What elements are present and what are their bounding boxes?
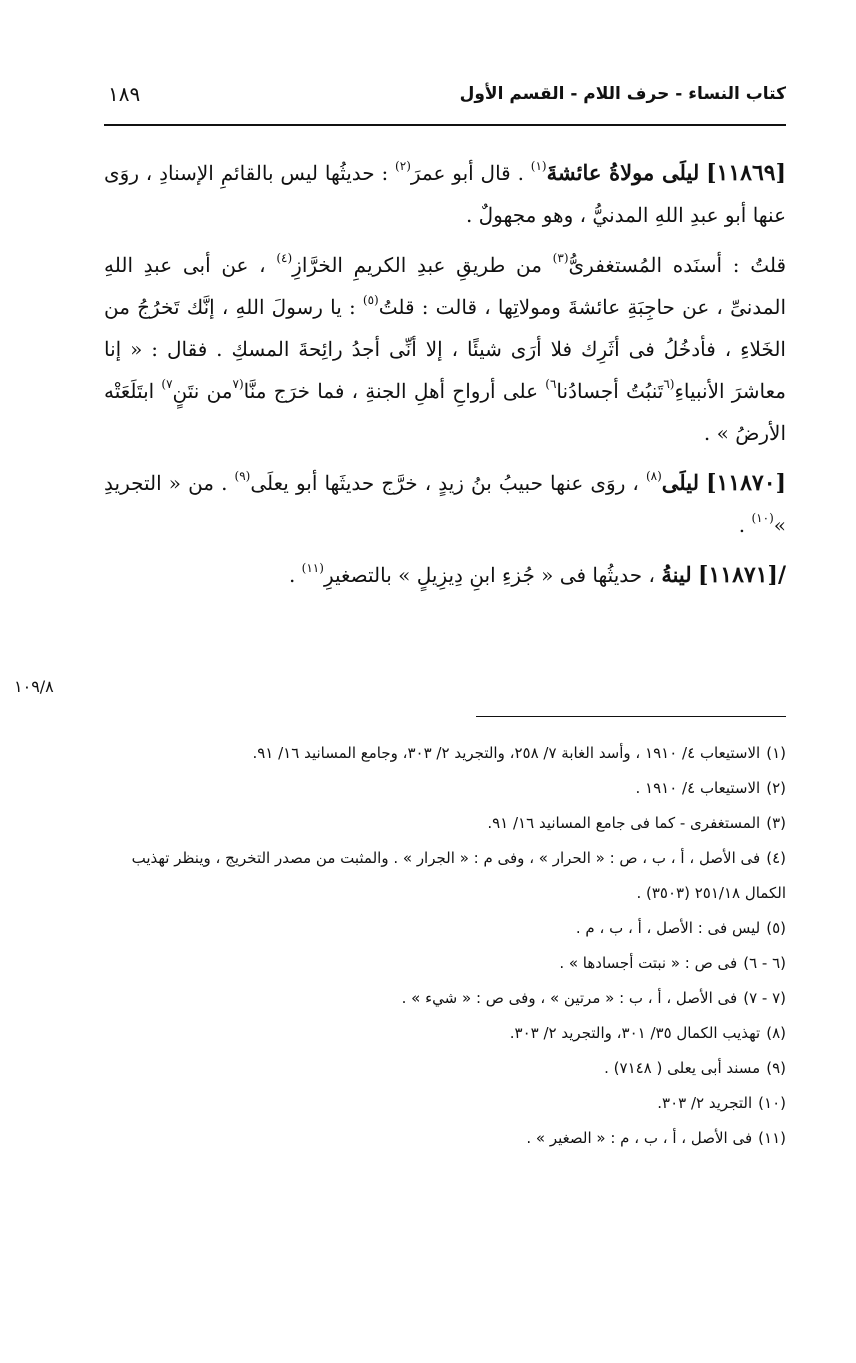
commentary-text: : يا رسولَ اللهِ ، إنَّك تَخرُجُ من الخَلاءِ ، فأدخُلُ فى أثَرِك فلا أرَى شيئًا ، إلا أنِّى أجدُ رائِحةَ المسكِ . فقال : « إنا معاشرَ الأنبياءِ xyxy=(104,295,787,403)
footnote-text: فى الأصل ، أ ، ب : « مرتين » ، وفى ص : « شيء » . xyxy=(401,989,738,1007)
footnote-ref[interactable]: (٣) xyxy=(552,251,569,265)
margin-reference: ١٠٩/٨ xyxy=(14,677,54,696)
commentary-text: ، عن أبى عبدِ اللهِ المدنىِّ ، عن حاجِبَةِ عائشةَ ومولاتِها ، قالت : قلتُ xyxy=(104,253,787,319)
footnote-number: (٩) xyxy=(766,1059,786,1077)
footnote-ref[interactable]: (١١) xyxy=(301,561,324,575)
entry-11870 xyxy=(104,462,786,546)
entry-11869 xyxy=(104,152,786,236)
footnote-text: تهذيب الكمال ٣٥/ ٣٠١، والتجريد ٢/ ٣٠٣. xyxy=(509,1024,761,1042)
entry-name: لينةُ xyxy=(661,562,692,587)
footnote-ref[interactable]: (٢) xyxy=(395,159,411,173)
footnote-1 xyxy=(104,736,786,771)
footnote-number: (٥) xyxy=(766,919,786,937)
entry-name: ليلَى xyxy=(661,470,699,495)
footnote-text: الاستيعاب ٤/ ١٩١٠ . xyxy=(635,779,761,797)
page-break-marker: / xyxy=(777,562,786,588)
footnote-6 xyxy=(104,946,786,981)
entry-text: . قال أبو عمرَ xyxy=(410,161,524,185)
entry-number: [١١٨٧٠] xyxy=(706,470,786,496)
commentary-text: قلتُ : أسنَده المُستغفرىُّ xyxy=(568,253,787,277)
commentary-text: ابتَلَعَتْه الأرضُ » . xyxy=(104,379,786,445)
footnote-ref[interactable]: (١) xyxy=(530,159,547,173)
footnote-8 xyxy=(104,1016,786,1051)
footnote-ref[interactable]: ٧) xyxy=(161,377,173,391)
commentary-text: على أرواحِ أهلِ الجنةِ ، فما خرَج منَّا xyxy=(243,379,539,403)
footnote-number: (١) xyxy=(766,744,786,762)
footnote-number: (٦ - ٦) xyxy=(743,954,786,972)
commentary-text: من نتَنٍ xyxy=(172,379,233,403)
footnote-3 xyxy=(104,806,786,841)
entry-text: . xyxy=(738,513,746,537)
footnote-text: الاستيعاب ٤/ ١٩١٠ ، وأسد الغابة ٧/ ٢٥٨، والتجريد ٢/ ٣٠٣، وجامع المسانيد ١٦/ ٩١. xyxy=(252,744,761,762)
commentary-text: من طريقِ عبدِ الكريمِ الخرَّازِ xyxy=(292,253,542,277)
entry-text: . من « التجريدِ » xyxy=(104,471,786,537)
footnote-ref[interactable]: (٩) xyxy=(234,469,251,483)
footnote-ref[interactable]: (١٠) xyxy=(751,511,774,525)
footnote-text: مسند أبى يعلى ( ٧١٤٨) . xyxy=(604,1059,761,1077)
footnote-number: (١١) xyxy=(758,1129,786,1147)
footnote-10 xyxy=(104,1086,786,1121)
footnote-number: (٢) xyxy=(766,779,786,797)
footnote-number: (٤) xyxy=(766,849,786,867)
footnote-text: المستغفرى - كما فى جامع المسانيد ١٦/ ٩١. xyxy=(487,814,761,832)
footnote-4 xyxy=(104,841,786,911)
footnote-ref[interactable]: (٨) xyxy=(645,469,662,483)
footnote-number: (١٠) xyxy=(758,1094,786,1112)
entry-text: ، حديثُها فى « جُزءِ ابنِ دِيزِيلٍ » بالتصغيرِ xyxy=(323,563,655,587)
header-rule xyxy=(104,124,786,126)
footnote-text: فى ص : « نبتت أجسادها » . xyxy=(559,954,738,972)
footnote-5 xyxy=(104,911,786,946)
entry-text: : حديثُها ليس بالقائمِ الإسنادِ ، روَى عنها أبو عبدِ اللهِ المدنيُّ ، وهو مجهولٌ . xyxy=(104,161,786,227)
entry-text: . xyxy=(288,563,296,587)
footnote-number: (٨) xyxy=(766,1024,786,1042)
footnote-number: (٣) xyxy=(766,814,786,832)
entry-number: [١١٨٦٩] xyxy=(706,160,787,186)
footnote-9 xyxy=(104,1051,786,1086)
commentary-paragraph xyxy=(104,244,786,454)
running-title: كتاب النساء - حرف اللام - القسم الأول xyxy=(459,84,786,104)
footnote-7 xyxy=(104,981,786,1016)
page-number: ١٨٩ xyxy=(108,82,141,106)
footnote-number: (٧ - ٧) xyxy=(743,989,786,1007)
footnote-ref[interactable]: ٦) xyxy=(545,377,557,391)
footnote-2 xyxy=(104,771,786,806)
entry-name: ليلَى مولاةُ عائشةَ xyxy=(546,160,700,185)
entry-number: [١١٨٧١] xyxy=(698,562,778,588)
main-text xyxy=(104,152,786,604)
footnote-ref[interactable]: (٧ xyxy=(232,377,244,391)
footnote-text: ليس فى : الأصل ، أ ، ب ، م . xyxy=(575,919,761,937)
footnotes-separator xyxy=(476,716,786,717)
entry-text: ، روَى عنها حبيبُ بنُ زيدٍ ، خرَّج حديثَها أبو يعلَى xyxy=(250,471,639,495)
commentary-text: تَنبُتُ أجسادُنا xyxy=(556,379,664,403)
footnote-text: التجريد ٢/ ٣٠٣. xyxy=(657,1094,753,1112)
footnotes xyxy=(104,736,786,1156)
footnote-11 xyxy=(104,1121,786,1156)
footnote-text: فى الأصل ، أ ، ب ، ص : « الحرار » ، وفى م : « الجرار » . والمثبت من مصدر التخريج ، وينظر تهذيب الكمال ٢٥١/١٨ (٣٥٠٣) . xyxy=(131,849,786,902)
footnote-ref[interactable]: (٥) xyxy=(362,293,379,307)
running-header xyxy=(104,84,786,118)
footnote-ref[interactable]: (٤) xyxy=(276,251,293,265)
footnote-ref[interactable]: (٦ xyxy=(663,377,675,391)
entry-11871 xyxy=(104,554,786,596)
footnote-text: فى الأصل ، أ ، ب ، م : « الصغير » . xyxy=(526,1129,753,1147)
